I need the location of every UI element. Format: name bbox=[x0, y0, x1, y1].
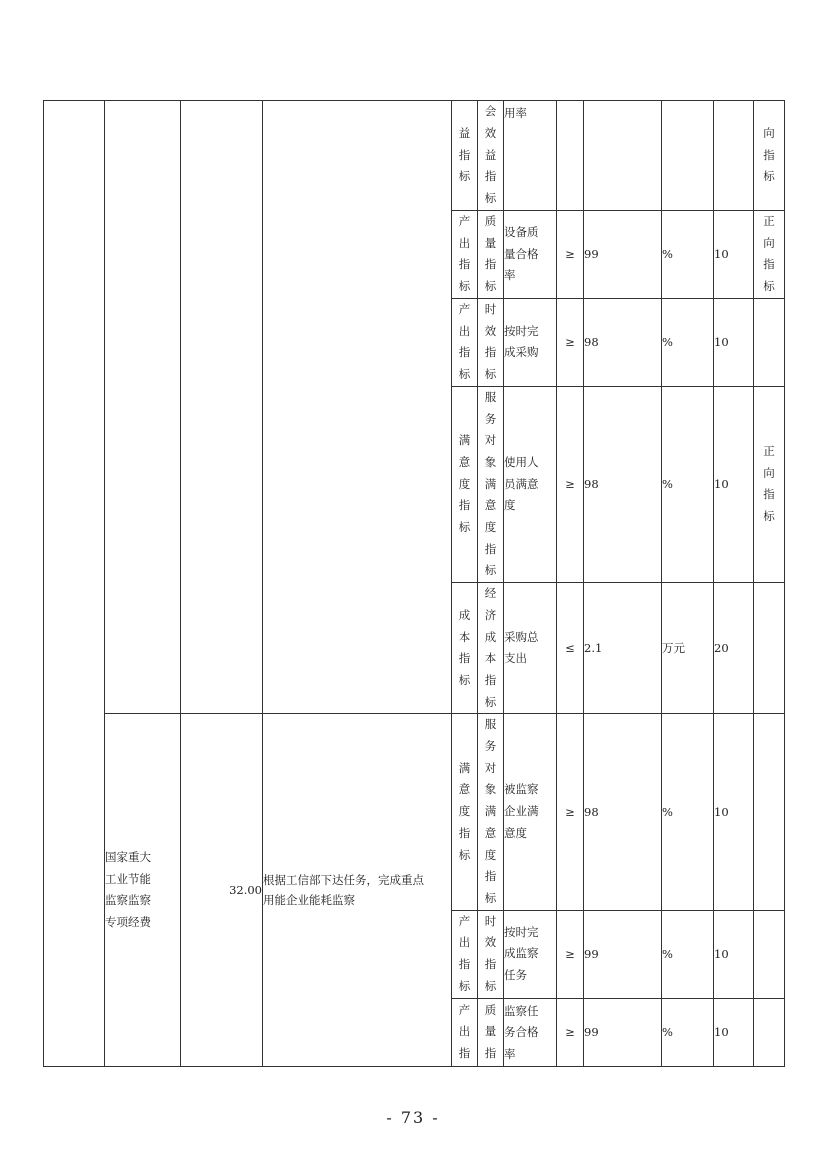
score-cell: 10 bbox=[714, 386, 754, 582]
score-cell: 20 bbox=[714, 583, 754, 714]
unit-cell: % bbox=[662, 298, 714, 386]
level1-indicator-cell: 产 出 指 bbox=[452, 998, 478, 1066]
direction-cell bbox=[754, 714, 785, 910]
direction-cell: 正 向 指 标 bbox=[754, 211, 785, 299]
unit-cell: % bbox=[662, 910, 714, 998]
level2-indicator-cell: 质 量 指 标 bbox=[478, 211, 504, 299]
operator-cell: ≥ bbox=[557, 211, 584, 299]
level2-indicator-cell: 质 量 指 bbox=[478, 998, 504, 1066]
score-cell: 10 bbox=[714, 910, 754, 998]
unit-cell: % bbox=[662, 386, 714, 582]
value-cell: 98 bbox=[584, 298, 662, 386]
level3-indicator-cell: 采购总 支出 bbox=[504, 583, 557, 714]
operator-cell bbox=[557, 101, 584, 211]
direction-cell bbox=[754, 298, 785, 386]
value-cell: 99 bbox=[584, 998, 662, 1066]
page-number: - 73 - bbox=[386, 1108, 440, 1127]
level1-indicator-cell: 益 指 标 bbox=[452, 101, 478, 211]
score-cell: 10 bbox=[714, 998, 754, 1066]
level1-indicator-cell: 满 意 度 指 标 bbox=[452, 714, 478, 910]
direction-cell bbox=[754, 583, 785, 714]
department-cell bbox=[44, 101, 105, 1067]
table-row bbox=[44, 714, 785, 910]
score-cell: 10 bbox=[714, 298, 754, 386]
level3-indicator-cell: 使用人 员满意 度 bbox=[504, 386, 557, 582]
unit-cell bbox=[662, 101, 714, 211]
goal-cell: 根据工信部下达任务，完成重点 用能企业能耗监察 bbox=[263, 714, 452, 1066]
amount-cell-blank bbox=[181, 101, 263, 714]
level3-indicator-cell: 按时完 成采购 bbox=[504, 298, 557, 386]
value-cell bbox=[584, 101, 662, 211]
score-cell bbox=[714, 101, 754, 211]
value-cell: 98 bbox=[584, 386, 662, 582]
level3-indicator-cell: 用率 bbox=[504, 101, 557, 211]
unit-cell: % bbox=[662, 211, 714, 299]
operator-cell: ≥ bbox=[557, 386, 584, 582]
operator-cell: ≤ bbox=[557, 583, 584, 714]
value-cell: 98 bbox=[584, 714, 662, 910]
level2-indicator-cell: 服 务 对 象 满 意 度 指 标 bbox=[478, 386, 504, 582]
value-cell: 2.1 bbox=[584, 583, 662, 714]
level2-indicator-cell: 会 效 益 指 标 bbox=[478, 101, 504, 211]
level1-indicator-cell: 产 出 指 标 bbox=[452, 910, 478, 998]
level1-indicator-cell: 产 出 指 标 bbox=[452, 298, 478, 386]
performance-table bbox=[43, 100, 785, 1067]
score-cell: 10 bbox=[714, 211, 754, 299]
unit-cell: % bbox=[662, 998, 714, 1066]
level2-indicator-cell: 时 效 指 标 bbox=[478, 298, 504, 386]
goal-cell-blank bbox=[263, 101, 452, 714]
level3-indicator-cell: 按时完 成监察 任务 bbox=[504, 910, 557, 998]
value-cell: 99 bbox=[584, 910, 662, 998]
project-name-cell: 国家重大 工业节能 监察监察 专项经费 bbox=[105, 714, 181, 1066]
unit-cell: % bbox=[662, 714, 714, 910]
project-name-cell-blank bbox=[105, 101, 181, 714]
level3-indicator-cell: 被监察 企业满 意度 bbox=[504, 714, 557, 910]
level1-indicator-cell: 产 出 指 标 bbox=[452, 211, 478, 299]
direction-cell bbox=[754, 910, 785, 998]
score-cell: 10 bbox=[714, 714, 754, 910]
direction-cell: 向 指 标 bbox=[754, 101, 785, 211]
direction-cell bbox=[754, 998, 785, 1066]
operator-cell: ≥ bbox=[557, 714, 584, 910]
operator-cell: ≥ bbox=[557, 910, 584, 998]
unit-cell: 万元 bbox=[662, 583, 714, 714]
level2-indicator-cell: 服 务 对 象 满 意 度 指 标 bbox=[478, 714, 504, 910]
level1-indicator-cell: 成 本 指 标 bbox=[452, 583, 478, 714]
operator-cell: ≥ bbox=[557, 298, 584, 386]
level1-indicator-cell: 满 意 度 指 标 bbox=[452, 386, 478, 582]
level3-indicator-cell: 设备质 量合格 率 bbox=[504, 211, 557, 299]
level3-indicator-cell: 监察任 务合格 率 bbox=[504, 998, 557, 1066]
level2-indicator-cell: 经 济 成 本 指 标 bbox=[478, 583, 504, 714]
amount-cell: 32.00 bbox=[181, 714, 263, 1066]
direction-cell: 正 向 指 标 bbox=[754, 386, 785, 582]
value-cell: 99 bbox=[584, 211, 662, 299]
table-row-continuation bbox=[44, 101, 785, 211]
operator-cell: ≥ bbox=[557, 998, 584, 1066]
level2-indicator-cell: 时 效 指 标 bbox=[478, 910, 504, 998]
